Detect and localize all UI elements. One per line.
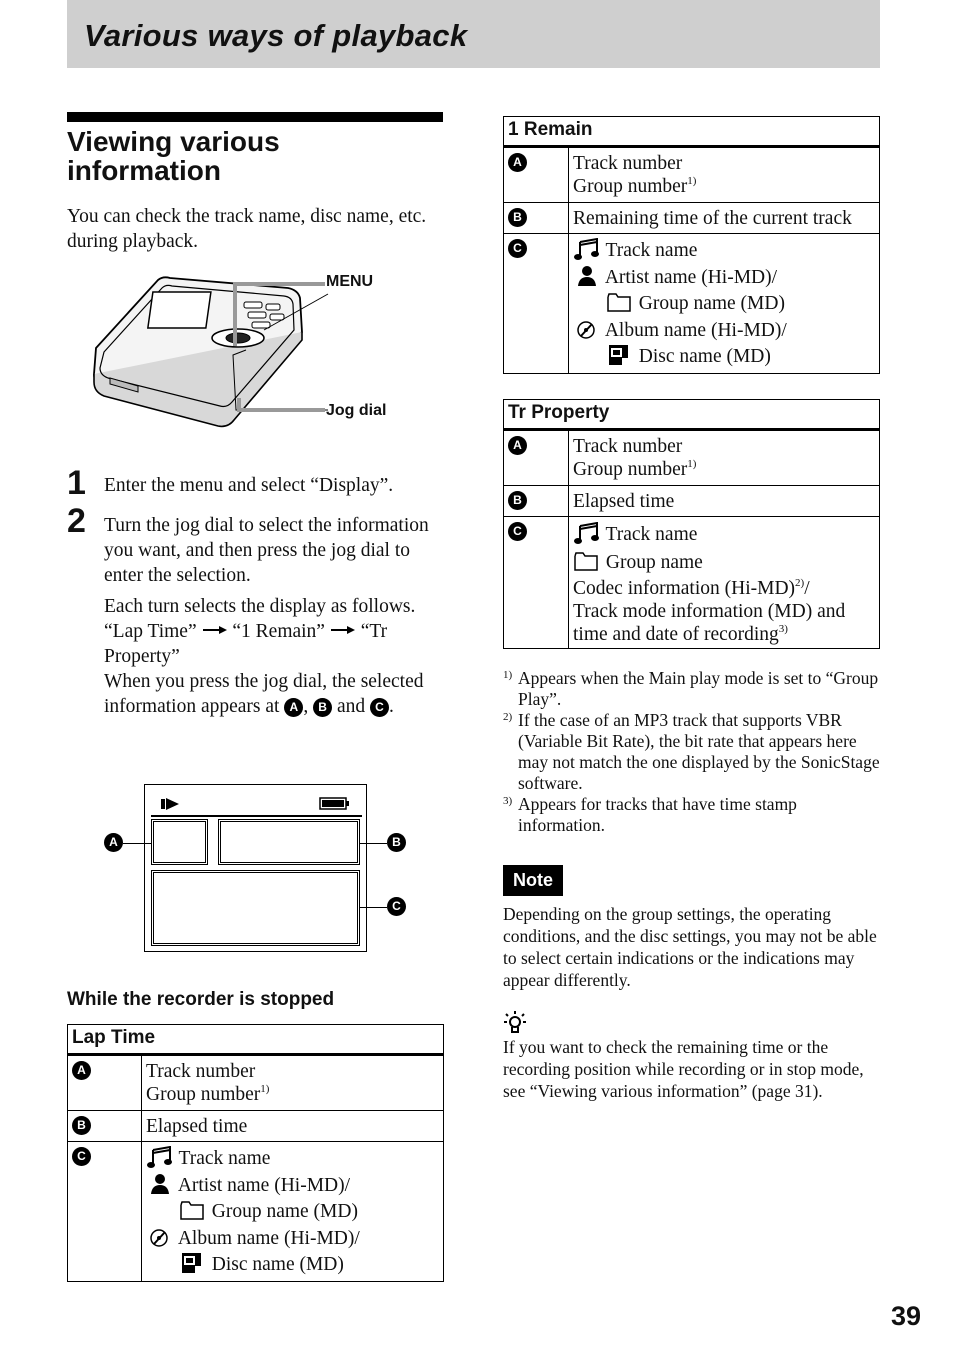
artist-name: Artist name (Hi-MD)/ [604,266,778,288]
stopped-heading: While the recorder is stopped [67,989,335,1010]
row-marker-c: C [508,239,527,258]
arrow-right-icon [330,625,356,635]
group-name: Group name (MD) [211,1201,358,1222]
codec-info: Codec information $(Hi-MD)^{2)}/$ [573,577,810,599]
disc-name: Disc name (MD) [638,346,771,367]
play-icon [161,797,181,811]
page-number: 39 [891,1301,922,1331]
step-1-text: Enter the menu and select “Display”. [104,475,394,496]
remain-table [503,116,880,374]
folder-icon [573,550,601,572]
section-title-line1: Viewing various [67,126,280,157]
display-marker-a: A [104,833,123,852]
group-name: Group name (MD) [638,293,785,314]
music-note-icon [146,1146,174,1168]
recording-date: time and date of recording$^{3)}$ [573,623,788,645]
tr-property-title: Tr Property [504,400,880,430]
step-2-text: Turn the jog dial to select the information you want, and then press the jog dial to enter the selection. [104,515,429,586]
row-marker-a: A [508,153,527,172]
group-name: Group name [605,552,703,573]
track-name: Track name [605,240,698,261]
row-marker-c: C [508,522,527,541]
lap-time-title: Lap Time [68,1025,444,1055]
row-marker-a: A [508,436,527,455]
elapsed-time: Elapsed time [142,1111,444,1142]
seq-tr-property: “Tr Property” [104,621,388,667]
callout-line-b [359,843,387,844]
display-field-a [151,819,208,865]
folder-icon [179,1199,207,1221]
album-name: Album name (Hi-MD)/ [604,319,787,341]
section-title [67,127,443,185]
track-number: Track number [146,1061,256,1082]
display-field-c [151,870,360,946]
note-text: Depending on the group settings, the operating conditions, and the disc settings, you may not be able to select certain indications or the indications may appear differently. [503,904,877,990]
track-number: Track number [573,436,683,457]
row-marker-b: B [72,1116,91,1135]
track-mode-info: Track mode information (MD) and [573,601,846,622]
track-name: Track name [178,1148,271,1169]
remain-title: 1 Remain [504,117,880,147]
track-number: Track number [573,153,683,174]
tip-text: If you want to check the remaining time or the recording position while recording or in stop mode, see “Viewing various information” (page 31). [503,1037,864,1101]
display-field-b [218,819,360,865]
marker-b: B [313,698,332,717]
lightbulb-icon [503,1010,527,1036]
section-rule [67,112,443,122]
arrow-right-icon [202,625,228,635]
person-icon [146,1173,174,1195]
page-heading: Various ways of playback [84,18,468,53]
music-note-icon [573,238,601,260]
music-note-icon [573,522,601,544]
battery-icon [319,796,349,811]
display-marker-c: C [387,897,406,916]
elapsed-time: Elapsed time [569,486,880,517]
footnote-1: 1) Appears when the Main play mode is set to “Group Play”. [503,668,879,709]
row-marker-a: A [72,1061,91,1080]
display-diagram [144,784,367,952]
display-divider [151,815,362,817]
artist-name: Artist name (Hi-MD)/ [177,1174,351,1196]
seq-lap-time: “Lap Time” [104,621,197,642]
step-number-2: 2 [67,502,86,540]
jog-dial-label: Jog dial [326,402,387,419]
menu-label: MENU [326,273,374,290]
marker-a: A [284,698,303,717]
group-number: Group number$^{1)}$ [573,175,697,197]
lap-time-table [67,1024,444,1282]
callout-line-a [123,843,152,844]
group-number: Group number$^{1)}$ [573,458,697,480]
note-label: Note [503,865,563,896]
seq-remain: “1 Remain” [232,621,325,642]
intro-text: You can check the track name, disc name, etc. during playback. [67,206,427,252]
tr-property-table [503,399,880,649]
remaining-time: Remaining time of the current track [569,203,880,234]
person-icon [573,265,601,287]
step-number-1: 1 [67,464,86,502]
section-title-line2: information [67,155,221,186]
track-name: Track name [605,524,698,545]
footnote-2: 2) If the case of an MP3 track that supports VBR (Variable Bit Rate), the bit rate that appears here may not match the one displayed by the SonicStage software. [503,710,880,793]
display-order-intro: Each turn selects the display as follows. [104,596,416,617]
group-number: Group number$^{1)}$ [146,1083,270,1105]
folder-icon [606,291,634,313]
marker-c: C [370,698,389,717]
disc-name: Disc name (MD) [211,1254,344,1275]
disc-icon [606,344,634,366]
display-marker-b: B [387,833,406,852]
row-marker-b: B [508,491,527,510]
album-icon [146,1226,174,1248]
callout-lines [225,278,325,418]
album-name: Album name (Hi-MD)/ [177,1227,360,1249]
callout-line-c [359,907,387,908]
press-jog-text: When you press the jog dial, the selected information appears at [104,671,424,717]
footnote-3: 3) Appears for tracks that have time stamp information. [503,794,797,835]
disc-icon [179,1252,207,1274]
step-2-detail: Each turn selects the display as follows. “Lap Time” “1 Remain” “Tr Property” When you press the jog dial, the selected information appears at A , B and C . [104,596,424,717]
row-marker-b: B [508,208,527,227]
album-icon [573,318,601,340]
row-marker-c: C [72,1147,91,1166]
